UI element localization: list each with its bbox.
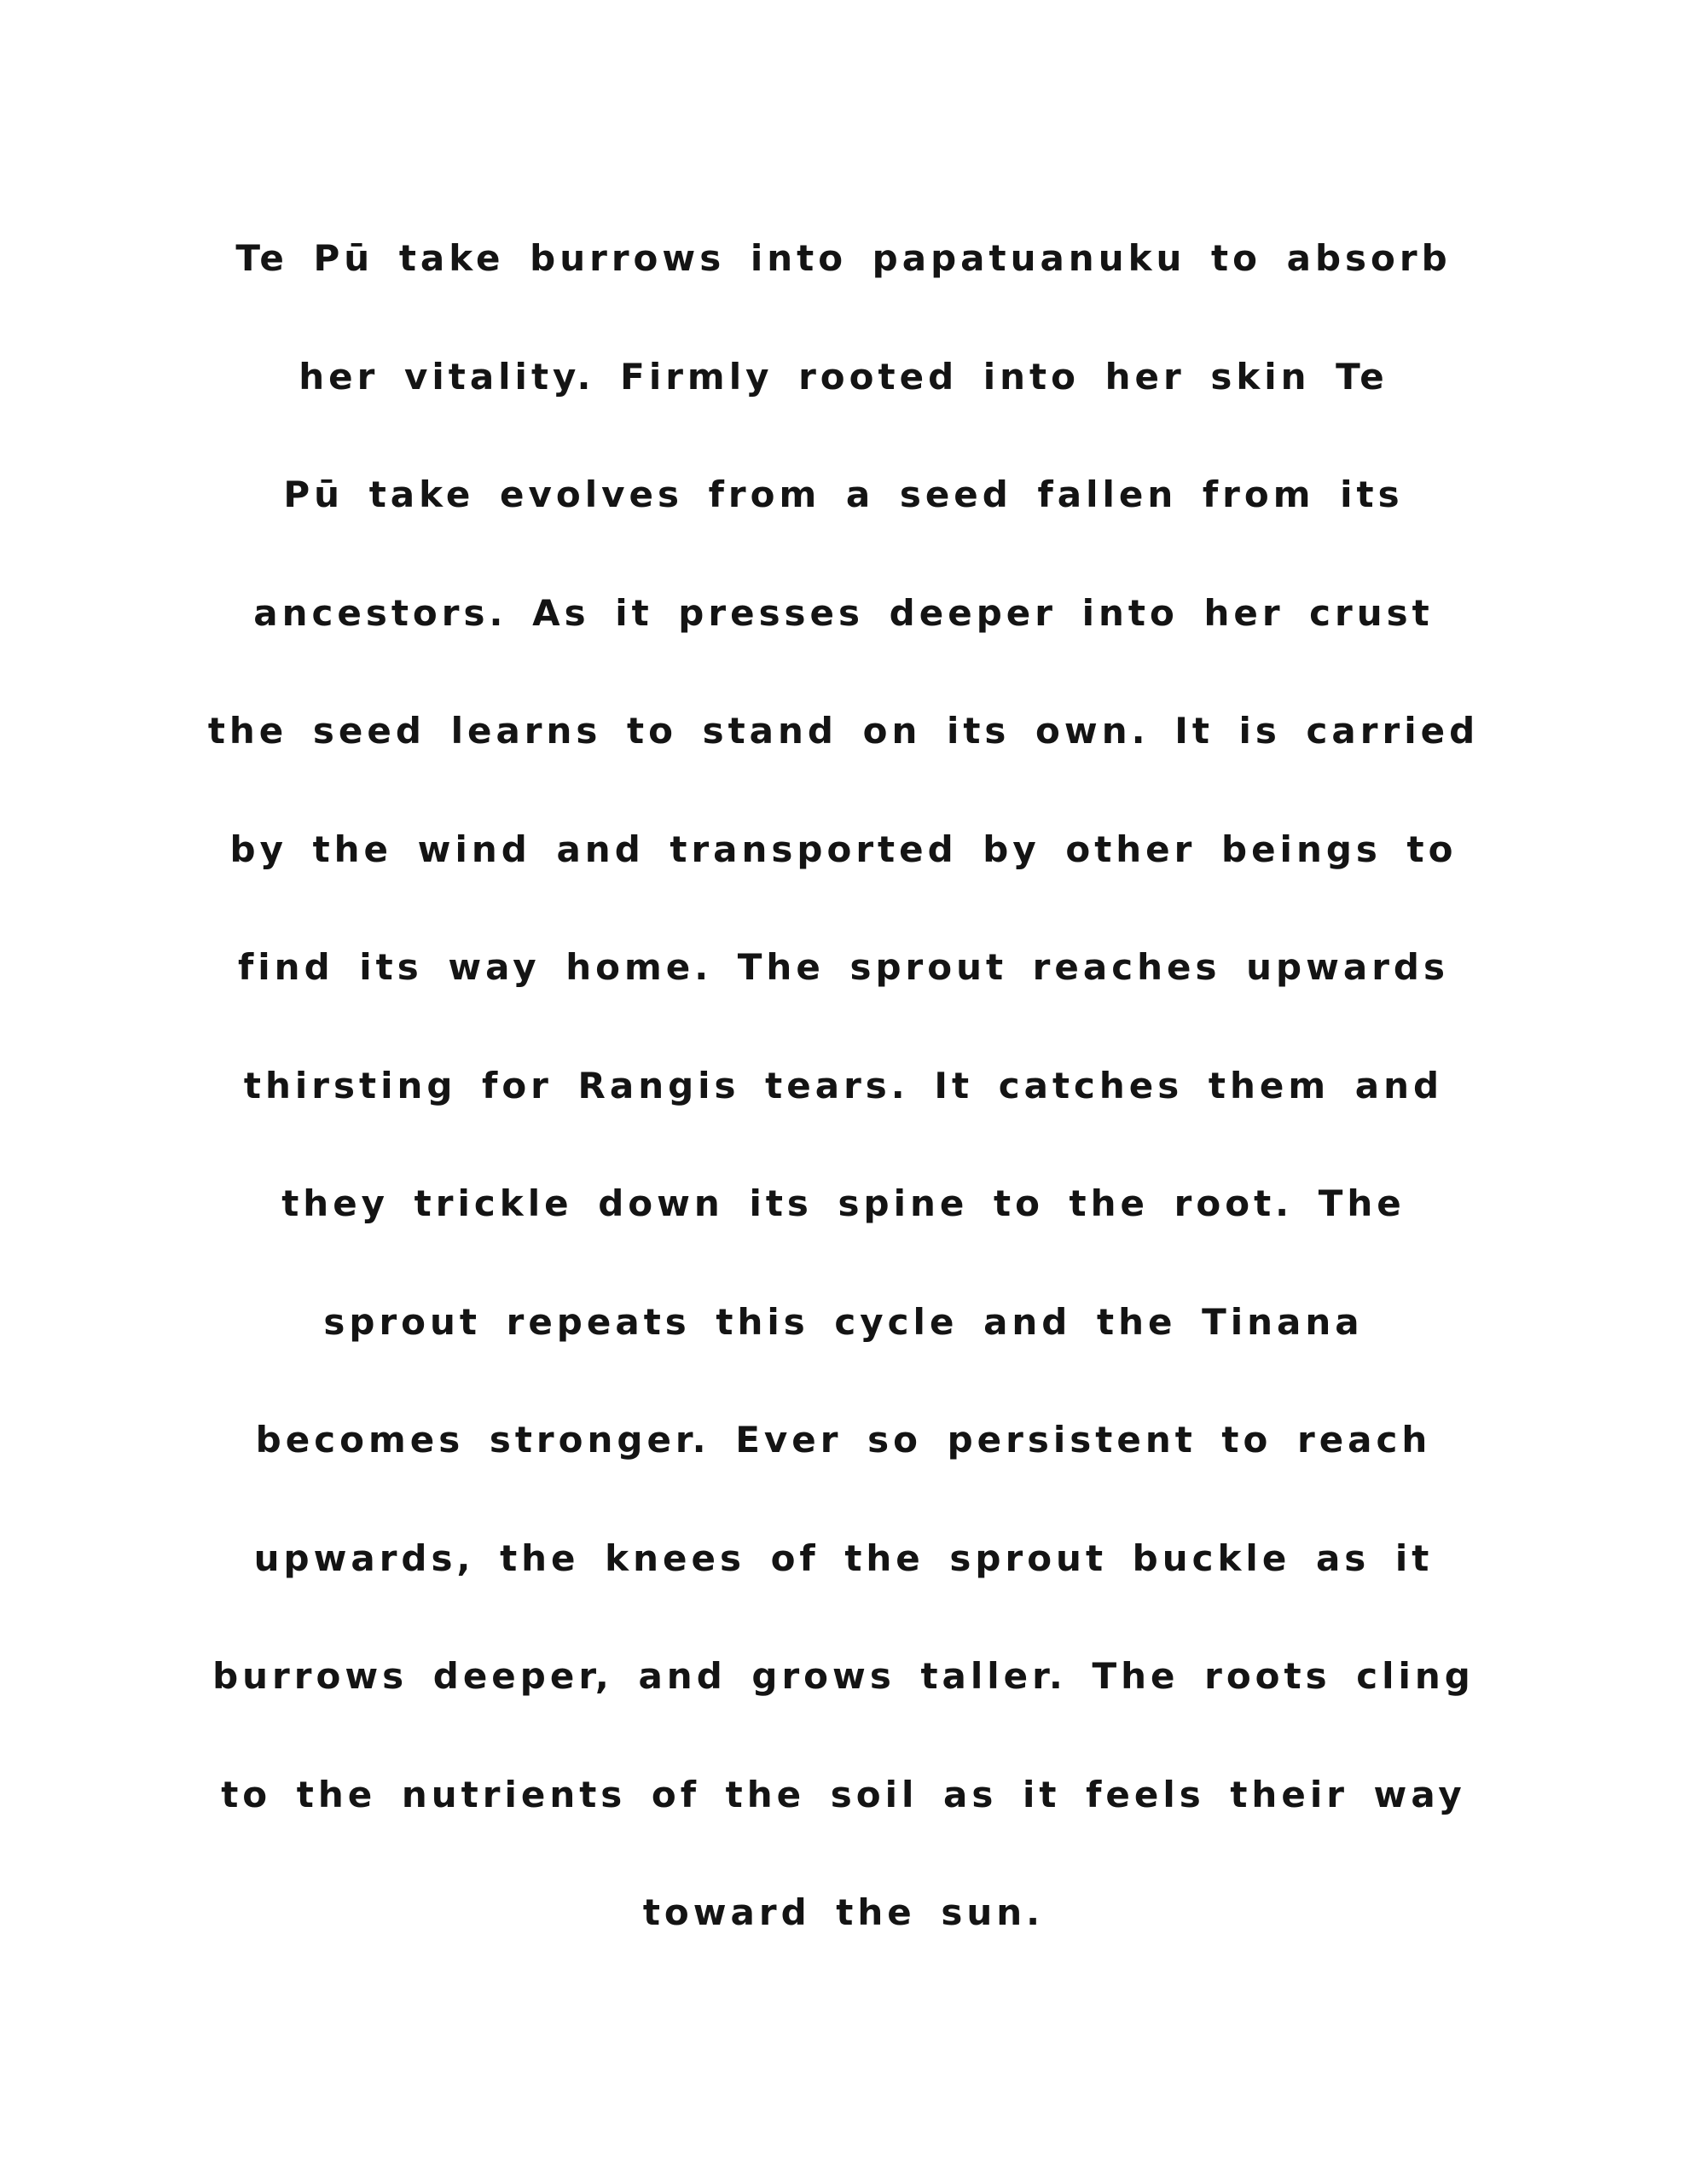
text-line: find its way home. The sprout reaches upwards — [238, 946, 1449, 988]
text-line: toward the sun. — [642, 1891, 1045, 1933]
text-line: Pū take evolves from a seed fallen from its — [283, 473, 1404, 515]
text-line: burrows deeper, and grows taller. The roots cling — [212, 1655, 1475, 1697]
text-line: by the wind and transported by other beings to — [229, 828, 1458, 870]
text-line: they trickle down its spine to the root. The — [281, 1182, 1406, 1224]
text-line: to the nutrients of the soil as it feels their way — [221, 1773, 1466, 1815]
poem-text — [0, 220, 1687, 1993]
text-line: her vitality. Firmly rooted into her skin Te — [299, 355, 1388, 398]
text-line: sprout repeats this cycle and the Tinana — [323, 1300, 1364, 1343]
text-line: upwards, the knees of the sprout buckle as it — [253, 1536, 1434, 1579]
text-line: thirsting for Rangis tears. It catches them and — [243, 1064, 1444, 1107]
text-line: ancestors. As it presses deeper into her crust — [253, 591, 1434, 634]
text-line: becomes stronger. Ever so persistent to reach — [255, 1419, 1432, 1461]
text-line: Te Pū take burrows into papatuanuku to absorb — [235, 237, 1452, 279]
text-line: the seed learns to stand on its own. It is carried — [207, 710, 1480, 752]
